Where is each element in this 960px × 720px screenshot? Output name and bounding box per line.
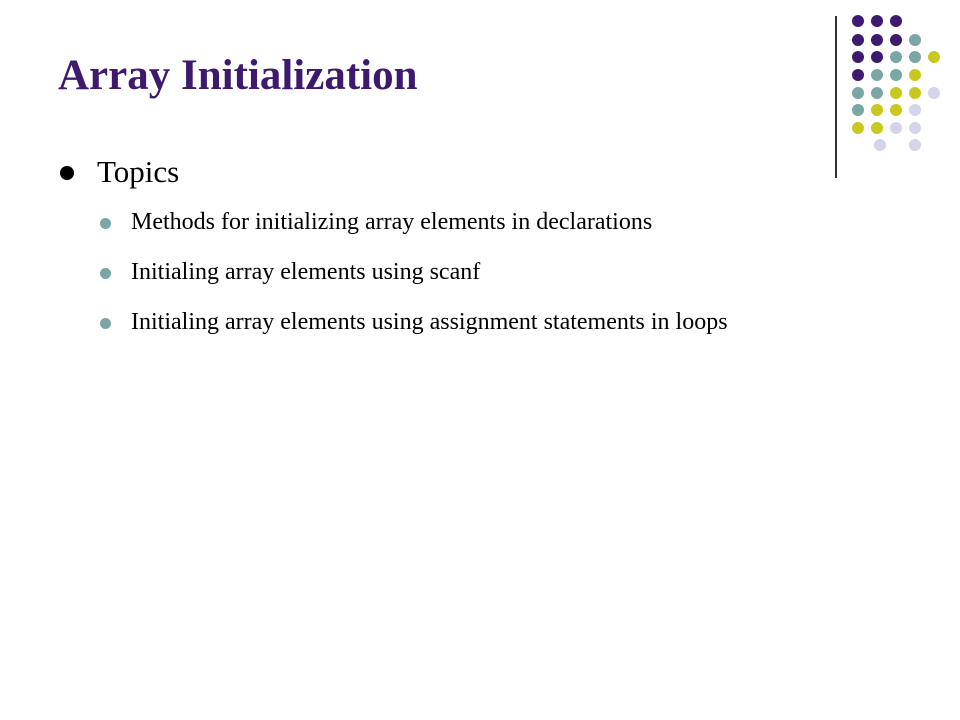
- decorative-dot: [871, 34, 883, 46]
- decorative-dot: [852, 122, 864, 134]
- decorative-dot: [871, 122, 883, 134]
- decorative-dot: [909, 87, 921, 99]
- topic-sublist: [100, 208, 890, 358]
- decorative-dot: [871, 87, 883, 99]
- decorative-dot: [890, 15, 902, 27]
- decorative-dot: [871, 51, 883, 63]
- decorative-dot: [909, 34, 921, 46]
- decorative-dot: [871, 69, 883, 81]
- bullet-dot-icon: [100, 268, 111, 279]
- decorative-dot: [852, 87, 864, 99]
- list-item-text: Initialing array elements using scanf: [131, 259, 481, 285]
- decorative-dot: [890, 69, 902, 81]
- decorative-dot: [890, 104, 902, 116]
- list-item: [100, 208, 890, 237]
- decorative-dot: [871, 15, 883, 27]
- decorative-dot: [909, 51, 921, 63]
- decorative-dot: [852, 34, 864, 46]
- decorative-dot: [909, 122, 921, 134]
- decorative-dot: [890, 51, 902, 63]
- topics-list: [60, 154, 940, 190]
- decorative-dot: [909, 104, 921, 116]
- list-item-text: Methods for initializing array elements in declarations: [131, 209, 653, 235]
- list-item: [100, 308, 890, 337]
- decorative-dot: [852, 69, 864, 81]
- bullet-dot-icon: [100, 218, 111, 229]
- decorative-dot: [874, 139, 886, 151]
- bullet-dot-icon: [60, 166, 74, 180]
- decorative-dot: [890, 87, 902, 99]
- list-item: [100, 258, 890, 287]
- decorative-dot: [852, 51, 864, 63]
- bullet-dot-icon: [100, 318, 111, 329]
- list-item-text: Initialing array elements using assignment statements in loops: [131, 309, 728, 335]
- decorative-dot: [909, 139, 921, 151]
- decorative-dot: [871, 104, 883, 116]
- decorative-dot: [909, 69, 921, 81]
- topics-heading-item: [60, 154, 940, 190]
- decorative-dot: [852, 15, 864, 27]
- decorative-dot: [928, 51, 940, 63]
- decorative-dot: [890, 122, 902, 134]
- decorative-dot: [928, 87, 940, 99]
- decorative-dot: [890, 34, 902, 46]
- topics-heading: Topics: [97, 154, 180, 189]
- slide-title: Array Initialization: [58, 52, 418, 99]
- decorative-dot: [852, 104, 864, 116]
